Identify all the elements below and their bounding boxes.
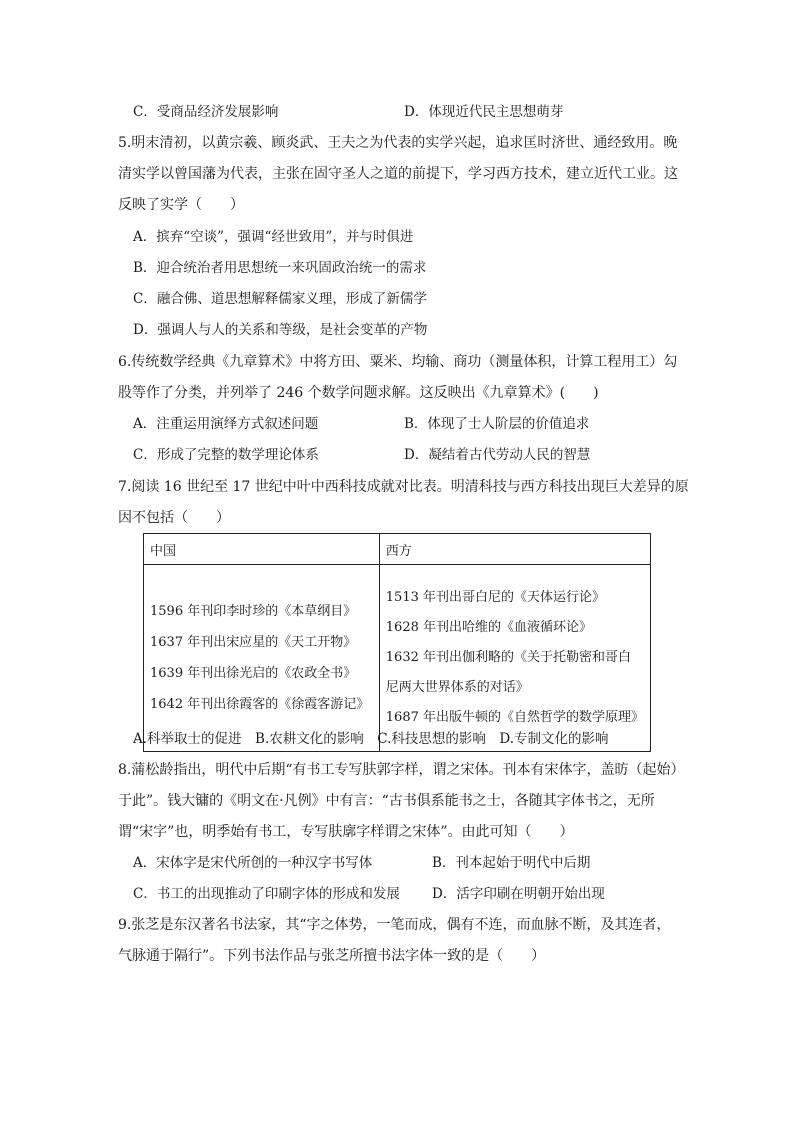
table-cell-china <box>144 565 380 752</box>
q8-option-b: B．刊本起始于明代中后期 <box>432 855 591 871</box>
china-item-3: 1639 年刊出徐光启的《农政全书》 <box>150 666 357 681</box>
q8-option-c: C．书工的出现推动了印刷字体的形成和发展 <box>133 886 400 902</box>
q6-stem-line-2: 股等作了分类，并列举了 246 个数学问题求解。这反映出《九章算术》( ) <box>118 385 599 401</box>
comparison-table <box>143 533 651 752</box>
q5-option-c: C．融合佛、道思想解释儒家义理，形成了新儒学 <box>133 291 427 307</box>
q6-option-d: D．凝结着古代劳动人民的智慧 <box>404 447 591 463</box>
q9-stem-line-2: 气脉通于隔行”。下列书法作品与张芝所擅书法字体一致的是（ ） <box>118 948 546 964</box>
q6-stem-line-1: 6.传统数学经典《九章算术》中将方田、粟米、均输、商功（测量体积，计算工程用工）勾 <box>118 354 678 370</box>
q5-option-b: B．迎合统治者用思想统一来巩固政治统一的需求 <box>133 260 427 276</box>
q6-option-a: A．注重运用演绎方式叙述问题 <box>133 416 319 432</box>
q8-stem-line-3: 谓“宋字”也，明季始有书工，专写肤廓字样谓之宋体”。由此可知（ ） <box>118 824 574 840</box>
q4-option-d: D．体现近代民主思想萌芽 <box>404 104 564 120</box>
q8-stem-line-2: 于此”。钱大镛的《明文在·凡例》中有言：“古书俱系能书之士，各随其字体书之，无所 <box>118 793 655 809</box>
west-item-1: 1513 年刊出哥白尼的《天体运行论》 <box>385 590 605 605</box>
table-header-west: 西方 <box>379 534 650 565</box>
q6-option-c: C．形成了完整的数学理论体系 <box>133 447 319 463</box>
table-header-row <box>144 534 651 565</box>
q7-stem-line-1: 7.阅读 16 世纪至 17 世纪中叶中西科技成就对比表。明清科技与西方科技出现巨大差异的原 <box>118 479 689 495</box>
q5-option-d: D．强调人与人的关系和等级，是社会变革的产物 <box>133 322 428 338</box>
q5-stem-line-2: 清实学以曾国藩为代表，主张在固守圣人之道的前提下，学习西方技术，建立近代工业。这 <box>118 166 678 182</box>
table-header-china: 中国 <box>144 534 380 565</box>
china-item-4: 1642 年刊出徐霞客的《徐霞客游记》 <box>150 697 370 712</box>
q8-stem-line-1: 8.蒲松龄指出，明代中后期“有书工专写肤郭字样，谓之宋体。刊本有宋体字，盖昉（起始） <box>118 762 685 778</box>
west-item-3-cont: 尼两大世界体系的对话》 <box>385 680 529 695</box>
q8-option-a: A．宋体字是宋代所创的一种汉字书写体 <box>133 855 373 871</box>
table-cell-west <box>379 565 650 752</box>
west-item-3: 1632 年刊出伽利略的《关于托勒密和哥白 <box>385 650 631 665</box>
q6-option-b: B．体现了士人阶层的价值追求 <box>404 416 590 432</box>
q9-stem-line-1: 9.张芝是东汉著名书法家，其“字之体势，一笔而成，偶有不连，而血脉不断，及其连者， <box>118 917 671 933</box>
table-row <box>144 565 651 752</box>
q7-stem-line-2: 因不包括（ ） <box>118 510 230 526</box>
china-item-2: 1637 年刊出宋应星的《天工开物》 <box>150 635 357 650</box>
west-item-4: 1687 年出版牛顿的《自然哲学的数学原理》 <box>385 710 644 725</box>
q5-stem-line-3: 反映了实学（ ） <box>118 197 244 213</box>
q7-options: A.科举取士的促进 B.农耕文化的影响 C.科技思想的影响 D.专制文化的影响 <box>133 731 609 747</box>
q5-stem-line-1: 5.明末清初，以黄宗羲、顾炎武、王夫之为代表的实学兴起，追求匡时济世、通经致用。晚 <box>118 135 678 151</box>
west-item-2: 1628 年刊出哈维的《血液循环论》 <box>385 620 592 635</box>
china-item-1: 1596 年刊印李时珍的《本草纲目》 <box>150 604 357 619</box>
q4-option-c: C．受商品经济发展影响 <box>133 104 279 120</box>
q5-option-a: A．摈弃“空谈”，强调“经世致用”，并与时俱进 <box>133 229 414 245</box>
q8-option-d: D．活字印刷在明朝开始出现 <box>432 886 605 902</box>
